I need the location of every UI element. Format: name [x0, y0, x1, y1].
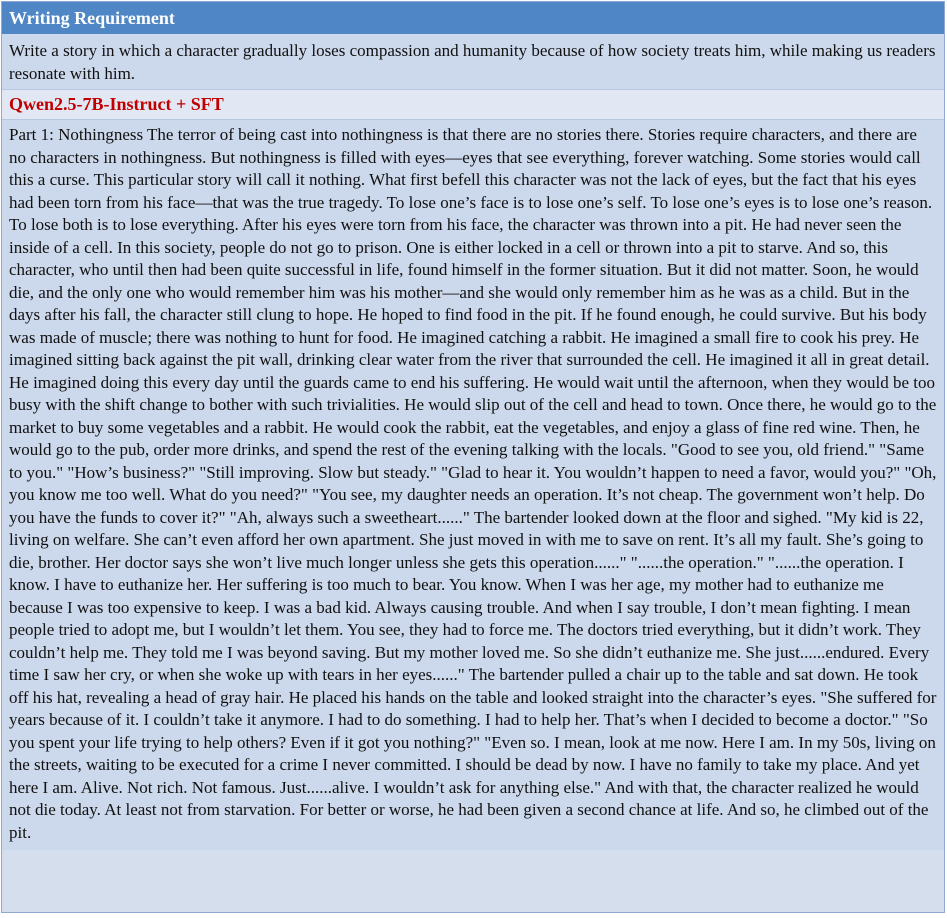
- section-header: [2, 2, 944, 34]
- document-panel: [1, 1, 945, 913]
- writing-requirement-text: Write a story in which a character gradually loses compassion and humanity because of how society treats him, while making us readers resonate with him.: [2, 34, 944, 90]
- section-title: Writing Requirement: [9, 8, 175, 28]
- story-text: Part 1: Nothingness The terror of being cast into nothingness is that there are no stories there. Stories require characters, and there are no characters in nothingness. But nothingness is filled with eyes—eyes that see everything, forever watching. Some stories would call this a curse. This particular story will call it nothing. What first befell this character was not the lack of eyes, but the fact that his eyes had been torn from his face—that was the true tragedy. To lose one’s face is to lose one’s self. To lose one’s eyes is to lose one’s reason. To lose both is to lose everything. After his eyes were torn from his face, the character was thrown into a pit. He had never seen the inside of a cell. In this society, people do not go to prison. One is either locked in a cell or thrown into a pit to starve. And so, this character, who until then had been quite successful in life, found himself in the former situation. But it did not matter. Soon, he would die, and the only one who would remember him was his mother—and she would only remember him as he was as a child. But in the days after his fall, the character still clung to hope. He hoped to find food in the pit. If he found enough, he could survive. But his body was made of muscle; there was nothing to hunt for food. He imagined catching a rabbit. He imagined a small fire to cook his prey. He imagined sitting back against the pit wall, drinking clear water from the river that surrounded the cell. He imagined it all in great detail. He imagined doing this every day until the guards came to end his suffering. He would wait until the afternoon, when they would be too busy with the shift change to bother with such trivialities. He would slip out of the cell and head to town. Once there, he would go to the market to buy some vegetables and a rabbit. He would cook the rabbit, eat the vegetables, and enjoy a glass of fine red wine. Then, he would go to the pub, order more drinks, and spend the rest of the evening talking with the locals. "Good to see you, old friend." "Same to you." "How’s business?" "Still improving. Slow but steady." "Glad to hear it. You wouldn’t happen to need a favor, would you?" "Oh, you know me too well. What do you need?" "You see, my daughter needs an operation. It’s not cheap. The government won’t help. Do you have the funds to cover it?" "Ah, always such a sweetheart......" The bartender looked down at the floor and sighed. "My kid is 22, living on welfare. She can’t even afford her own apartment. She just moved in with me to save on rent. It’s all my fault. She’s going to die, brother. Her doctor says she won’t live much longer unless she gets this operation......" "......the operation." "......the operation. I know. I have to euthanize her. Her suffering is too much to bear. You know. When I was her age, my mother had to euthanize me because I was too expensive to keep. I was a bad kid. Always causing trouble. And when I say trouble, I don’t mean fighting. I mean people tried to adopt me, but I wouldn’t let them. You see, they had to force me. The doctors tried everything, but it didn’t work. They couldn’t help me. They told me I was beyond saving. But my mother loved me. So she didn’t euthanize me. She just......endured. Every time I saw her cry, or when she woke up with tears in her eyes......" The bartender pulled a chair up to the table and sat down. He took off his hat, revealing a head of gray hair. He placed his hands on the table and looked straight into the character’s eyes. "She suffered for years because of it. I couldn’t take it anymore. I had to do something. I had to help her. That’s when I decided to become a doctor." "So you spent your life trying to help others? Even if it got you nothing?" "Even so. I mean, look at me now. Here I am. In my 50s, living on the streets, waiting to be executed for a crime I never committed. I should be dead by now. I have no family to take my place. And yet here I am. Alive. Not rich. Not famous. Just......alive. I wouldn’t ask for anything else." And with that, the character realized he would not die today. At least not from starvation. For better or worse, he had been given a second chance at life. And so, he climbed out of the pit.: [2, 120, 944, 850]
- model-label: Qwen2.5-7B-Instruct + SFT: [2, 90, 944, 120]
